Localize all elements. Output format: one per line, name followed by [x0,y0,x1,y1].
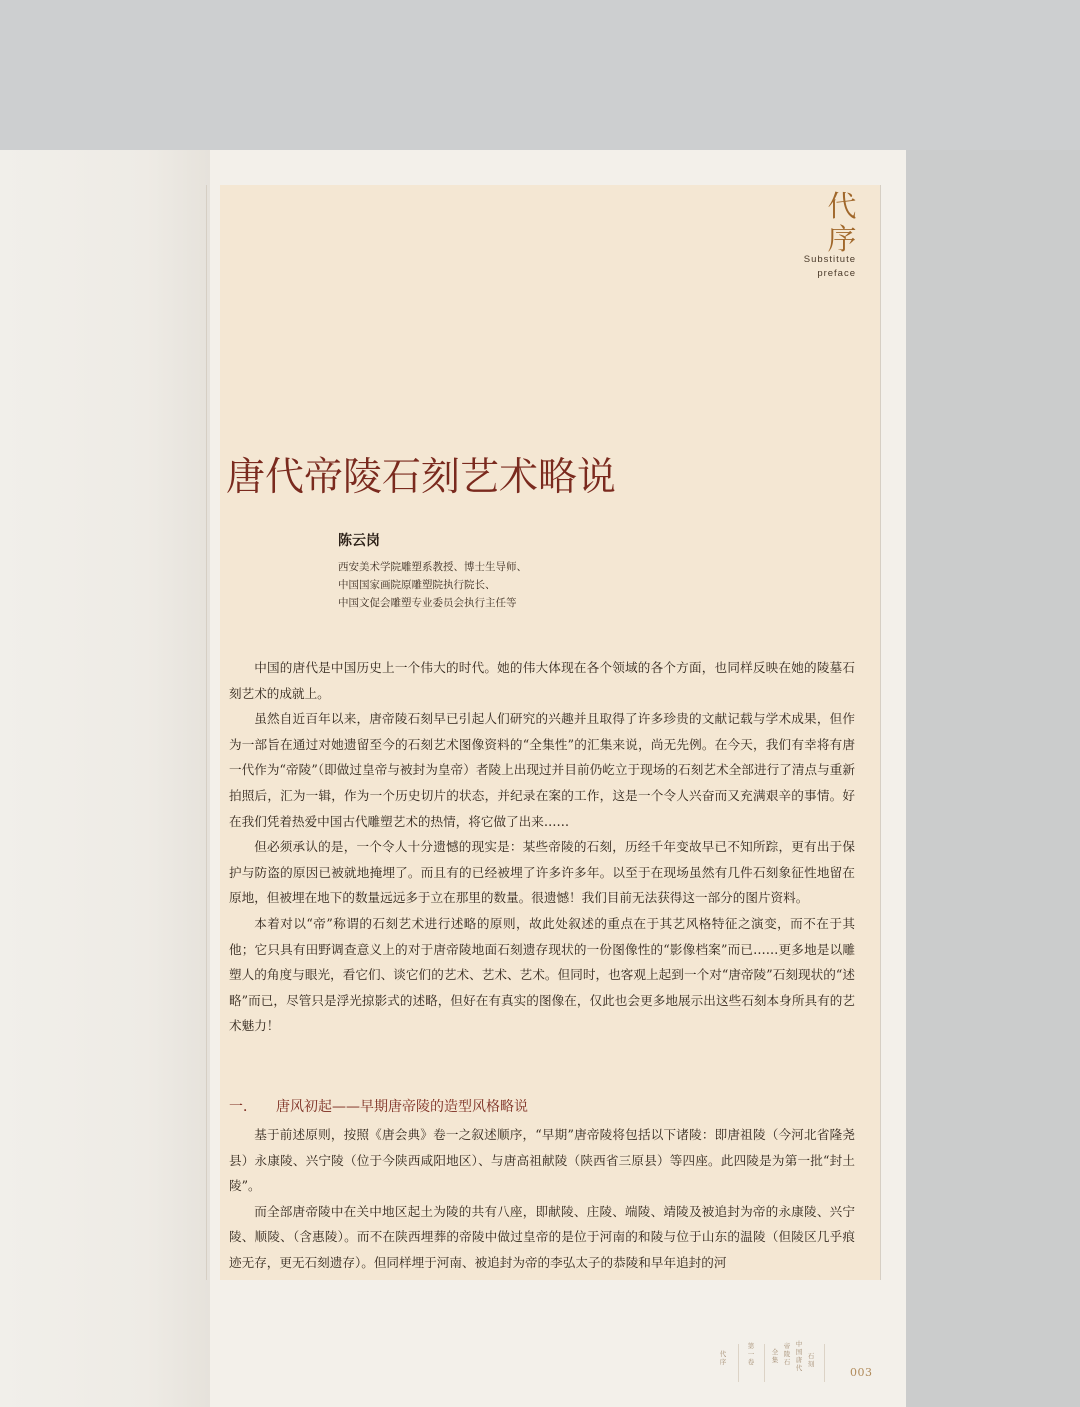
section-number: 一． [229,1099,257,1115]
paragraph: 但必须承认的是，一个令人十分遗憾的现实是：某些帝陵的石刻，历经千年变故早已不知所踪，更有出于保护与防盗的原因已被就地掩埋了。而且有的已经被埋了许多许多年。以至于在现场虽然有几件石刻象征性地留在原地，但被埋在地下的数量远远多于立在那里的数量。很遗憾！我们目前无法获得这一部分的图片资料。 [229,839,855,906]
footer-char: 代 [719,1350,727,1358]
footer-char: 全 [771,1348,779,1356]
page-number: 003 [850,1366,873,1379]
paragraph: 本着对以“帝”称谓的石刻艺术进行述略的原则，故此处叙述的重点在于其艺风格特征之演变，而不在于其他；它只具有田野调查意义上的对于唐帝陵地面石刻遗存现状的一份图像性的“影像档案”而已……更多地是以雕塑人的角度与眼光，看它们、谈它们的艺术、艺术、艺术。但同时，也客观上起到一个对“唐帝陵”石刻现状的“述略”而已，尽管只是浮光掠影式的述略，但好在有真实的图像在，仅此也会更多地展示出这些石刻本身所具有的艺术魅力！ [229,915,855,1034]
footer-char: 陵 [783,1350,791,1358]
english-section-label [804,253,856,281]
footer-char: 国 [795,1348,803,1356]
background-top [0,0,1080,150]
footer-divider [824,1344,825,1382]
affiliation-line: 中国国家画院原雕塑院执行院长、 [338,579,496,591]
paragraph: 基于前述原则，按照《唐会典》卷一之叙述顺序，“早期”唐帝陵将包括以下诸陵：即唐祖陵（今河北省隆尧县）永康陵、兴宁陵（位于今陕西咸阳地区）、与唐高祖献陵（陕西省三原县）等四座。此四陵是为第一批“封土陵”。 [229,1127,855,1194]
footer-column [794,1340,804,1372]
footer-char: 刻 [807,1360,815,1368]
section-body [229,1122,855,1276]
footer-char: 第 [747,1342,755,1350]
right-rule [880,185,881,1280]
footer-char: 序 [719,1358,727,1366]
footer-char: 代 [795,1364,803,1372]
paragraph: 虽然自近百年以来，唐帝陵石刻早已引起人们研究的兴趣并且取得了许多珍贵的文献记载与学术成果，但作为一部旨在通过对她遗留至今的石刻艺术图像资料的“全集性”的汇集来说，尚无先例。在今天，我们有幸将有唐一代作为“帝陵”（即做过皇帝与被封为皇帝）者陵上出现过并目前仍屹立于现场的石刻艺术全部进行了清点与重新拍照后，汇为一辑，作为一个历史切片的状态，并纪录在案的工作，这是一个令人兴奋而又充满艰辛的事情。好在我们凭着热爱中国古代雕塑艺术的热情，将它做了出来…… [229,711,855,829]
affiliation-line: 西安美术学院雕塑系教授、博士生导师、 [338,561,527,573]
section-title: 唐风初起——早期唐帝陵的造型风格略说 [276,1099,528,1115]
footer-char: 卷 [747,1358,755,1366]
footer-char: 唐 [795,1356,803,1364]
vertical-section-title [822,190,862,256]
footer-column [770,1348,780,1364]
footer-char: 中 [795,1340,803,1348]
vertical-title-char: 代 [827,189,857,223]
page-edge-background [906,150,1080,1407]
english-label-line: preface [817,268,856,279]
author-affiliations [338,558,527,612]
page-gutter [0,150,210,1407]
footer-column [746,1342,756,1366]
footer-char: 石 [783,1358,791,1366]
footer-column [782,1342,792,1366]
footer-divider [764,1344,765,1382]
footer-divider [738,1344,739,1382]
footer-char: 石 [807,1352,815,1360]
affiliation-line: 中国文促会雕塑专业委员会执行主任等 [338,597,517,609]
footer-column [718,1350,728,1366]
section-heading [229,1096,528,1116]
intro-body [229,655,855,1039]
vertical-title-char: 序 [827,222,857,256]
footer-char: 一 [747,1350,755,1358]
paragraph: 而全部唐帝陵中在关中地区起土为陵的共有八座，即献陵、庄陵、端陵、靖陵及被追封为帝的永康陵、兴宁陵、顺陵、（含惠陵）。而不在陕西埋葬的帝陵中做过皇帝的是位于河南的和陵与位于山东的温陵（但陵区几乎痕迹无存，更无石刻遗存）。但同样埋于河南、被追封为帝的李弘太子的恭陵和早年追封的河 [229,1203,855,1270]
author-name: 陈云岗 [338,533,380,549]
footer-char: 集 [771,1356,779,1364]
english-label-line: Substitute [803,254,856,265]
paragraph: 中国的唐代是中国历史上一个伟大的时代。她的伟大体现在各个领域的各个方面，也同样反映在她的陵墓石刻艺术的成就上。 [229,660,855,701]
footer-char: 帝 [783,1342,791,1350]
article-title: 唐代帝陵石刻艺术略说 [226,455,617,500]
left-rule [206,185,207,1280]
footer-column [806,1352,816,1368]
